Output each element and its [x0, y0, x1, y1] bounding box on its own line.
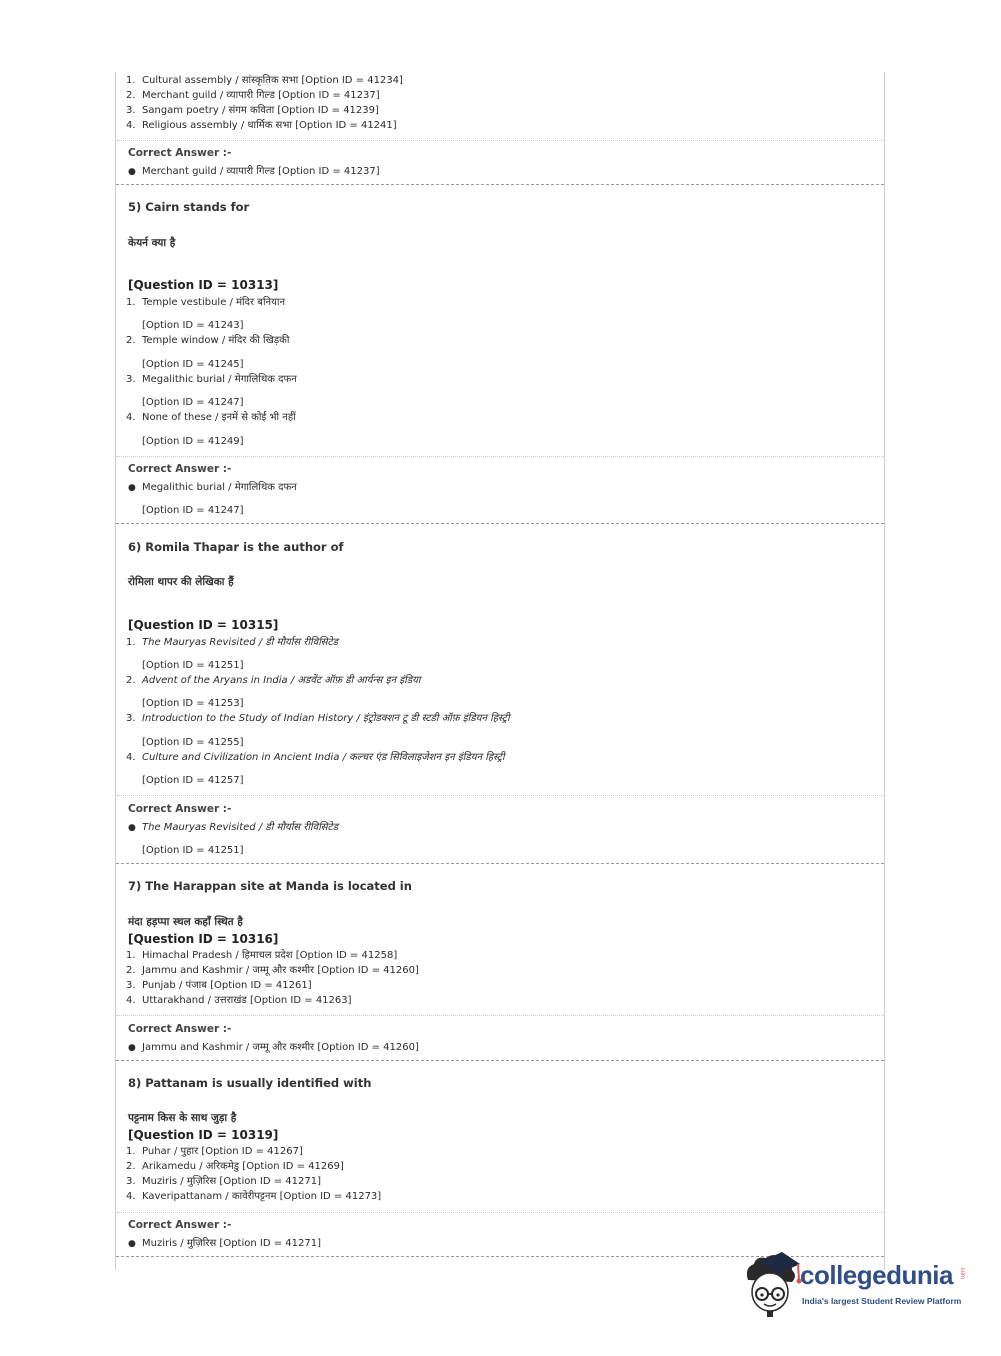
option-line: 3. Muziris / मुज़िरिस [Option ID = 41271]	[126, 1176, 321, 1187]
question-separator	[116, 863, 884, 864]
option-line: 1. Temple vestibule / मंदिर बनियान	[126, 297, 286, 308]
option-id: [Option ID = 41249]	[142, 436, 244, 447]
divider	[116, 1212, 884, 1213]
option-line: 2. Advent of the Aryans in India / अडवेंट ऑफ़ डी आर्यन्स इन इंडिया	[126, 675, 421, 686]
student-mascot-icon	[742, 1250, 802, 1320]
question-hindi: मंदा हड़प्पा स्थल कहाँ स्थित है	[128, 916, 243, 928]
correct-answer: ● Jammu and Kashmir / जम्मू और कश्मीर [Option ID = 41260]	[128, 1042, 419, 1053]
question-hindi: पट्टनाम किस के साथ जुड़ा है	[128, 1112, 237, 1124]
option-line: 1. The Mauryas Revisited / डी मौर्यास रीविसिटेड	[126, 637, 338, 648]
correct-answer-label: Correct Answer :-	[128, 1023, 232, 1035]
option-id: [Option ID = 41245]	[142, 359, 244, 370]
question-title: 6) Romila Thapar is the author of	[128, 540, 344, 554]
option-line: 3. Sangam poetry / संगम कविता [Option ID = 41239]	[126, 105, 379, 116]
option-id: [Option ID = 41253]	[142, 698, 244, 709]
option-line: 2. Merchant guild / व्यापारी गिल्ड [Option ID = 41237]	[126, 90, 380, 101]
divider	[116, 795, 884, 796]
question-title: 5) Cairn stands for	[128, 200, 250, 214]
option-line: 3. Megalithic burial / मेगालिथिक दफन	[126, 374, 297, 385]
question-id: [Question ID = 10313]	[128, 278, 279, 292]
logo-domain-suffix: .com	[959, 1266, 965, 1280]
option-line: 2. Arikamedu / अरिकमेडु [Option ID = 41269]	[126, 1161, 344, 1172]
correct-answer-label: Correct Answer :-	[128, 463, 232, 475]
question-id: [Question ID = 10316]	[128, 932, 279, 946]
option-line: 4. Culture and Civilization in Ancient India / कल्चर एंड सिविलाइजेशन इन इंडियन हिस्ट्री	[126, 752, 505, 763]
option-line: 3. Punjab / पंजाब [Option ID = 41261]	[126, 980, 312, 991]
question-id: [Question ID = 10319]	[128, 1128, 279, 1142]
question-paper-page	[115, 72, 885, 1270]
option-line: 4. Uttarakhand / उत्तराखंड [Option ID = 41263]	[126, 995, 352, 1006]
correct-answer: ● Megalithic burial / मेगालिथिक दफन	[128, 482, 297, 493]
correct-answer: ● Merchant guild / व्यापारी गिल्ड [Option ID = 41237]	[128, 166, 380, 177]
correct-answer: ● The Mauryas Revisited / डी मौर्यास रीविसिटेड	[128, 822, 338, 833]
correct-option-id: [Option ID = 41247]	[142, 505, 244, 516]
correct-answer-label: Correct Answer :-	[128, 147, 232, 159]
question-separator	[116, 184, 884, 185]
question-separator	[116, 523, 884, 524]
divider	[116, 456, 884, 457]
question-id: [Question ID = 10315]	[128, 618, 279, 632]
option-line: 1. Cultural assembly / सांस्कृतिक सभा [Option ID = 41234]	[126, 75, 403, 86]
option-line: 4. None of these / इनमें से कोई भी नहीं	[126, 412, 296, 423]
correct-answer: ● Muziris / मुज़िरिस [Option ID = 41271]	[128, 1238, 321, 1249]
option-line: 1. Puhar / पुहार [Option ID = 41267]	[126, 1146, 303, 1157]
question-separator	[116, 1060, 884, 1061]
correct-answer-label: Correct Answer :-	[128, 1219, 232, 1231]
logo-wordmark: collegedunia	[800, 1260, 953, 1290]
option-id: [Option ID = 41257]	[142, 775, 244, 786]
option-line: 4. Kaveripattanam / कावेरीपट्टनम [Option ID = 41273]	[126, 1191, 382, 1202]
correct-option-id: [Option ID = 41251]	[142, 845, 244, 856]
option-id: [Option ID = 41247]	[142, 397, 244, 408]
collegedunia-logo[interactable]	[742, 1250, 982, 1320]
logo-tagline: India's largest Student Review Platform	[802, 1296, 962, 1306]
option-line: 2. Jammu and Kashmir / जम्मू और कश्मीर [Option ID = 41260]	[126, 965, 419, 976]
option-id: [Option ID = 41243]	[142, 320, 244, 331]
question-title: 7) The Harappan site at Manda is located in	[128, 879, 412, 893]
question-hindi: रोमिला थापर की लेखिका हैं	[128, 576, 234, 588]
divider	[116, 140, 884, 141]
option-line: 2. Temple window / मंदिर की खिड़की	[126, 335, 290, 346]
correct-answer-label: Correct Answer :-	[128, 803, 232, 815]
question-hindi: केयर्न क्या है	[128, 237, 176, 249]
option-id: [Option ID = 41255]	[142, 737, 244, 748]
option-line: 4. Religious assembly / धार्मिक सभा [Option ID = 41241]	[126, 120, 397, 131]
divider	[116, 1015, 884, 1016]
option-id: [Option ID = 41251]	[142, 660, 244, 671]
option-line: 3. Introduction to the Study of Indian History / इंट्रोडक्शन टू डी स्टडी ऑफ़ इंडियन हिस्ट्री	[126, 713, 510, 724]
option-line: 1. Himachal Pradesh / हिमाचल प्रदेश [Option ID = 41258]	[126, 950, 398, 961]
question-title: 8) Pattanam is usually identified with	[128, 1076, 372, 1090]
